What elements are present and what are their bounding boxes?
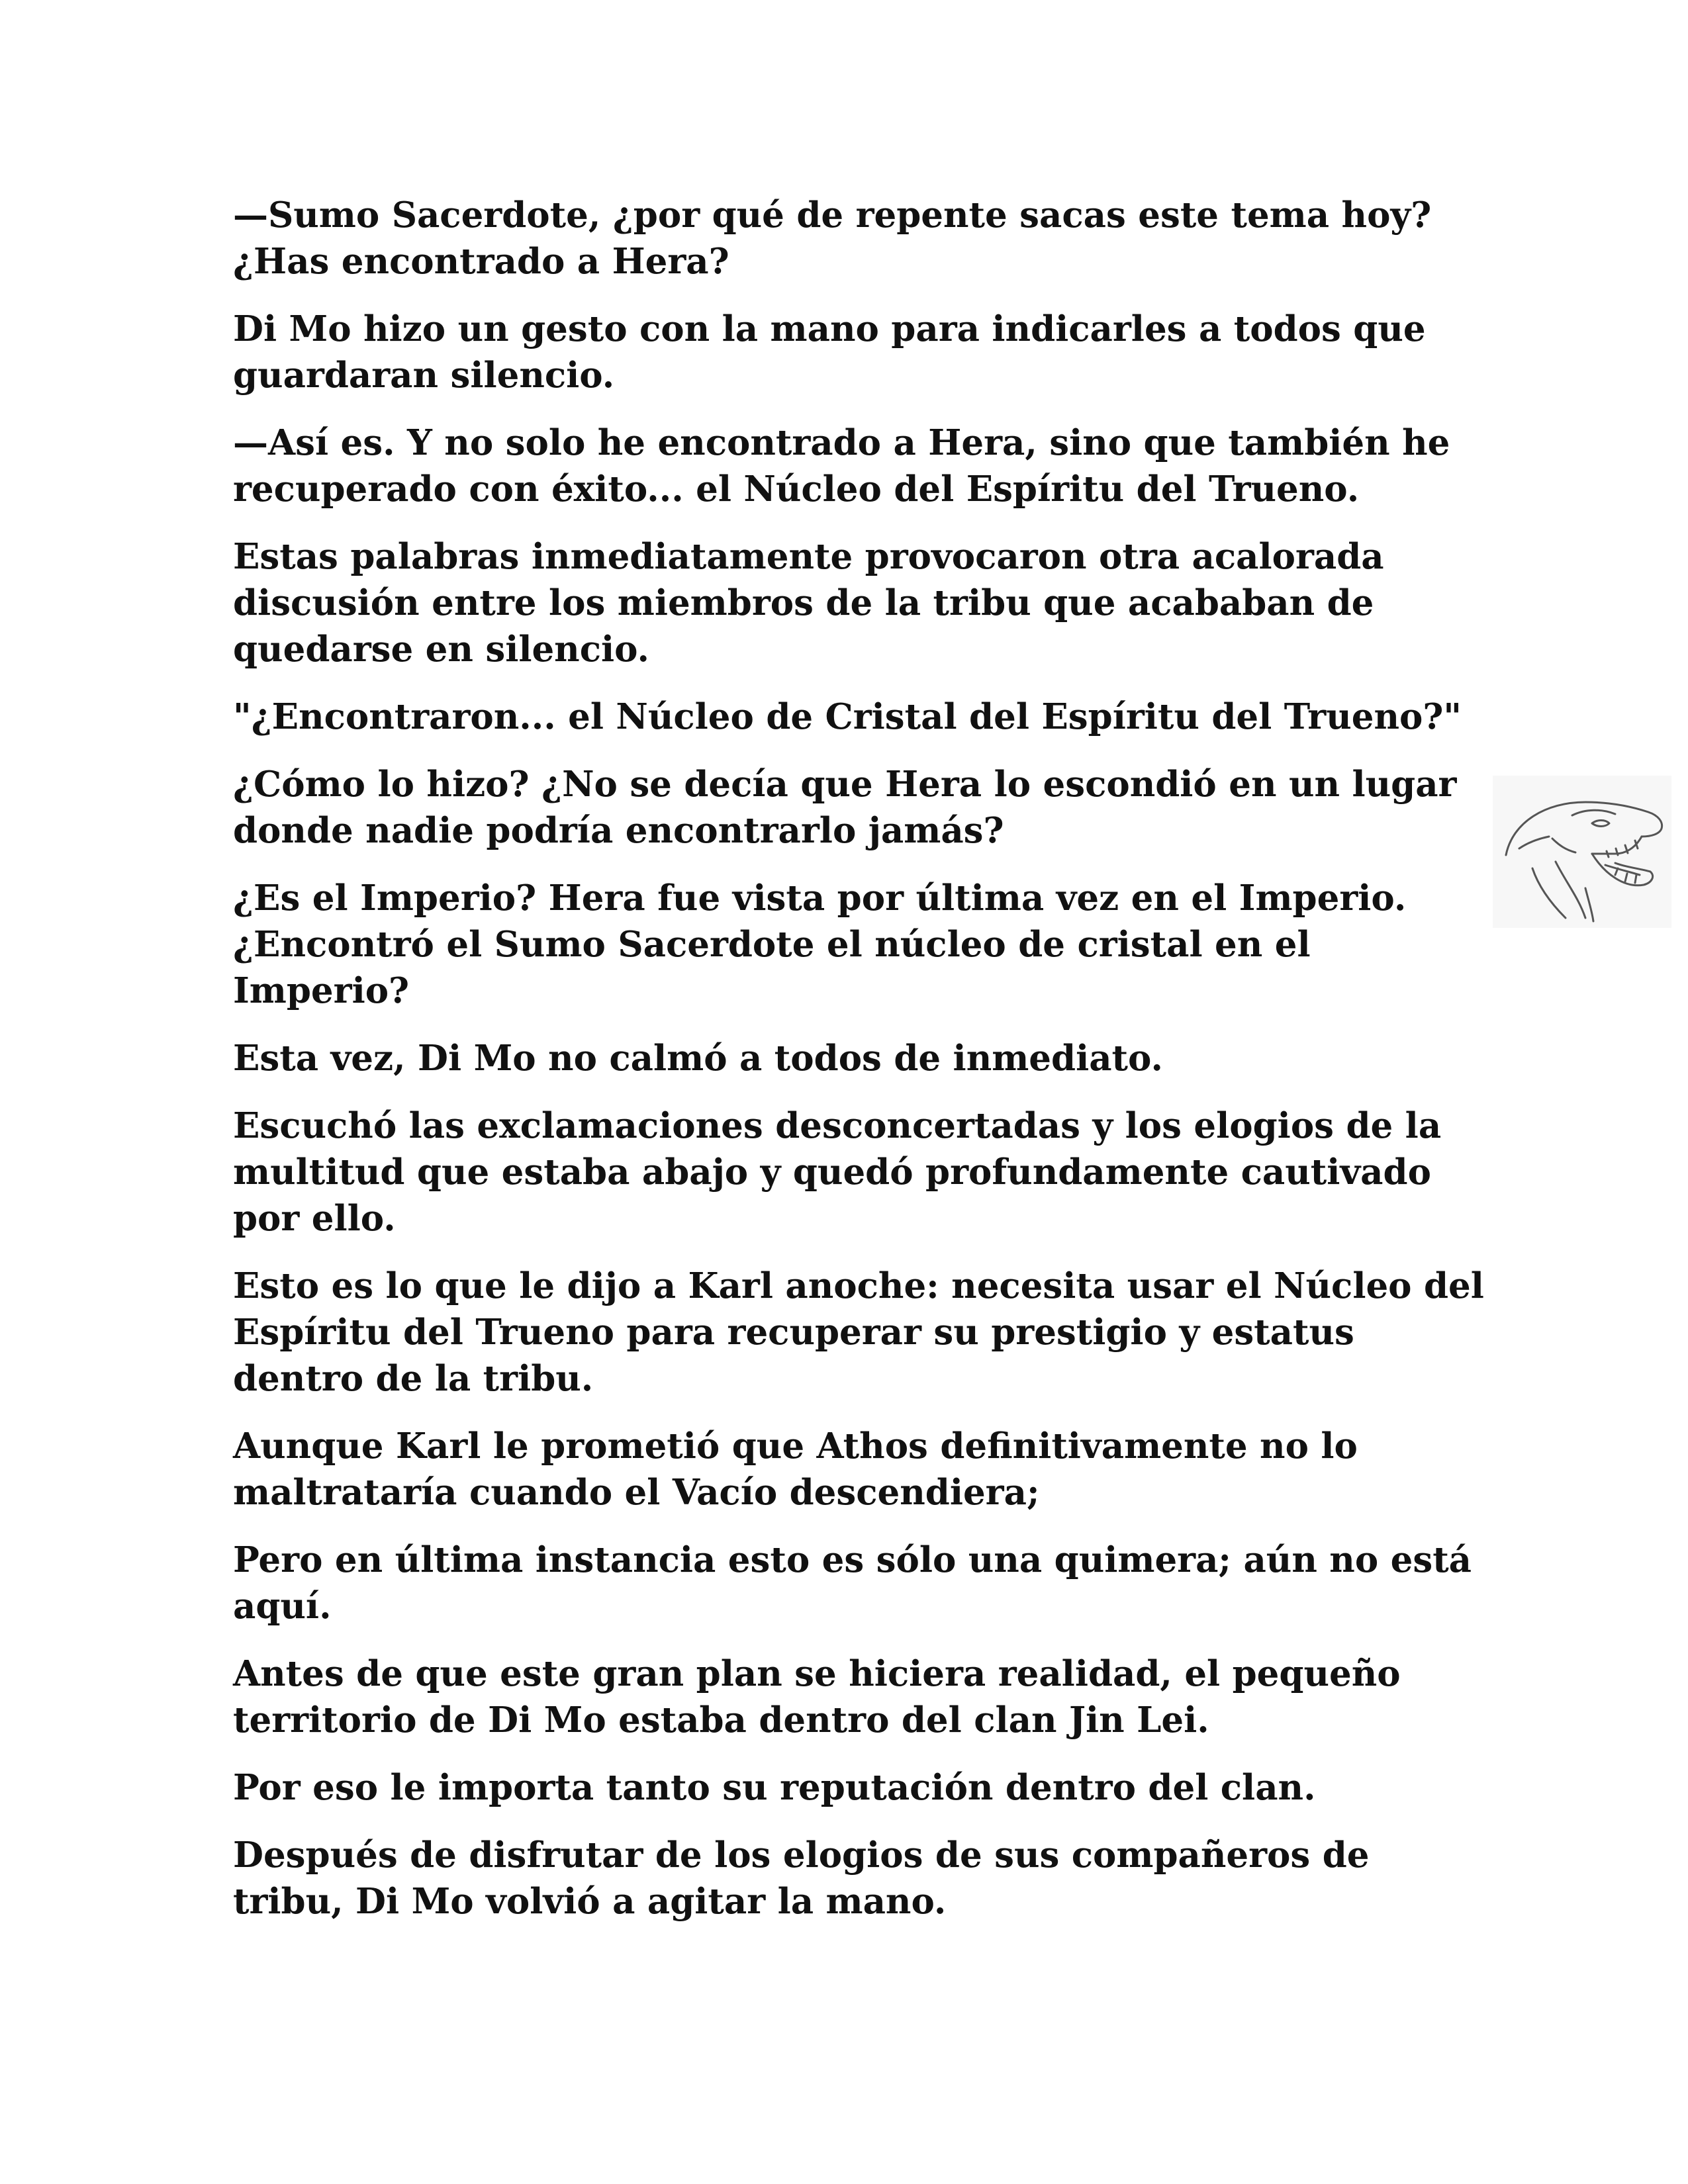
paragraph: —Así es. Y no solo he encontrado a Hera, sino que también he recuperado con éxito... el Núcleo del Espíritu del Trueno. xyxy=(233,422,1450,510)
paragraph: Por eso le importa tanto su reputación dentro del clan. xyxy=(233,1767,1316,1808)
paragraph: "¿Encontraron... el Núcleo de Cristal del Espíritu del Trueno?" xyxy=(233,696,1462,737)
paragraph: ¿Cómo lo hizo? ¿No se decía que Hera lo escondió en un lugar donde nadie podría encontrarlo jamás? xyxy=(233,764,1457,851)
paragraph: ¿Es el Imperio? Hera fue vista por última vez en el Imperio. ¿Encontró el Sumo Sacerdote el núcleo de cristal en el Imperio? xyxy=(233,878,1407,1011)
paragraph: Después de disfrutar de los elogios de sus compañeros de tribu, Di Mo volvió a agitar la mano. xyxy=(233,1835,1370,1922)
paragraph: —Sumo Sacerdote, ¿por qué de repente sacas este tema hoy? ¿Has encontrado a Hera? xyxy=(233,195,1432,282)
paragraph: Esto es lo que le dijo a Karl anoche: necesita usar el Núcleo del Espíritu del Trueno para recuperar su prestigio y estatus dentro de la tribu. xyxy=(233,1265,1484,1399)
paragraph: Antes de que este gran plan se hiciera realidad, el pequeño territorio de Di Mo estaba dentro del clan Jin Lei. xyxy=(233,1653,1401,1741)
paragraph: Escuchó las exclamaciones desconcertadas y los elogios de la multitud que estaba abajo y quedó profundamente cautivado por ello. xyxy=(233,1105,1442,1239)
paragraph: Estas palabras inmediatamente provocaron otra acalorada discusión entre los miembros de la tribu que acababan de quedarse en silencio. xyxy=(233,536,1384,670)
paragraph: Di Mo hizo un gesto con la mano para indicarles a todos que guardaran silencio. xyxy=(233,308,1426,396)
dinosaur-head-sketch-icon xyxy=(1493,776,1671,928)
paragraph: Aunque Karl le prometió que Athos definitivamente no lo maltrataría cuando el Vacío descendiera; xyxy=(233,1426,1358,1513)
paragraph: Pero en última instancia esto es sólo una quimera; aún no está aquí. xyxy=(233,1539,1472,1627)
paragraph: Esta vez, Di Mo no calmó a todos de inmediato. xyxy=(233,1038,1163,1079)
document-body xyxy=(233,192,1484,1946)
